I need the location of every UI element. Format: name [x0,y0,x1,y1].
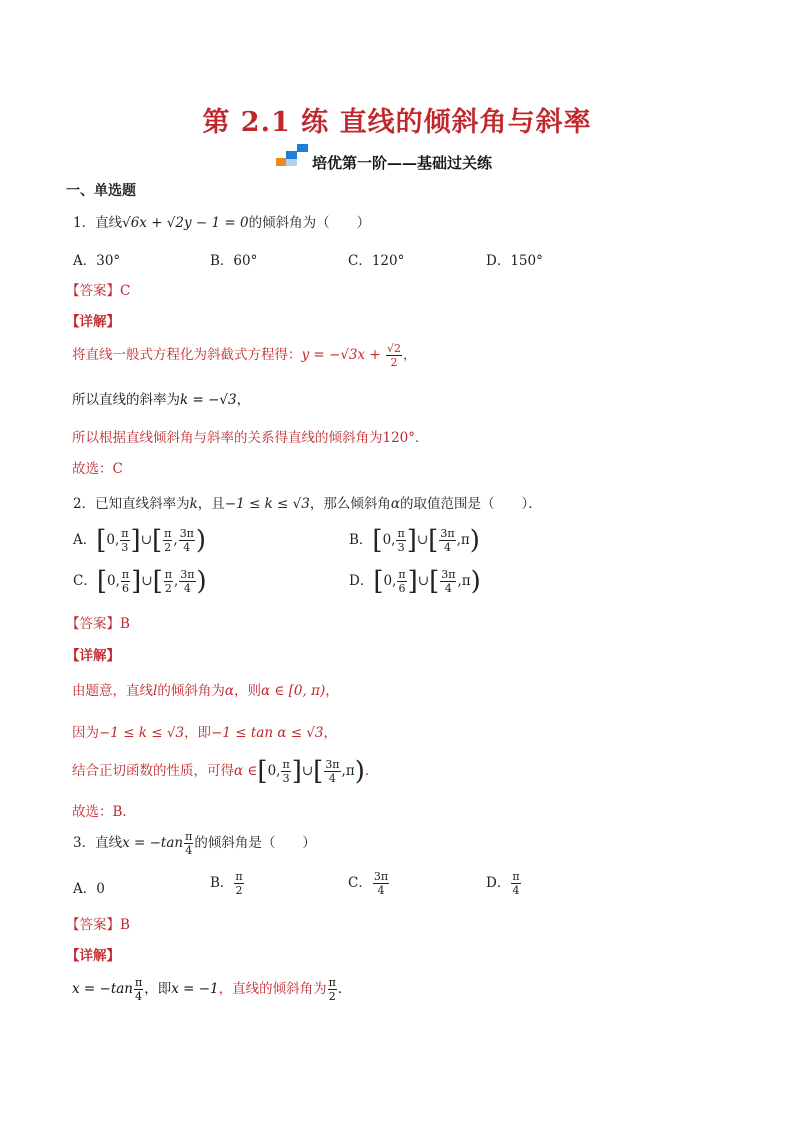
q1-detail-label: 【详解】 [66,314,120,330]
q1-option-d: D．150° [486,253,543,269]
q3-solution-line-1: x = −tan $\frac{\pi}{4}$ ，即x = −1，直线的倾斜角为 $\frac{\pi}{2}$ ． [72,976,352,1003]
q3-option-d: D． $\frac{\pi}{4}$ [486,870,520,897]
section-heading: 一、单选题 [66,183,136,199]
q1-option-a: A．30° [73,253,121,269]
q3-answer: 【答案】B [66,917,130,933]
q2-solution-line-1: 由题意，直线l的倾斜角为α，则α ∈ [0, π)， [72,683,339,699]
q3-option-c: C． $\frac{3\pi}{4}$ [348,870,389,897]
question-2-stem: 2．已知直线斜率为k，且−1 ≤ k ≤ √3，那么倾斜角α的取值范围是（ ）． [73,496,542,512]
page-title: 第 2.1 练 直线的倾斜角与斜率 [202,107,592,138]
q1-option-b: B．60° [210,253,258,269]
q2-option-a: A．[0, $\frac{\pi}{3}$ ]∪[ $\frac{\pi}{2}$ , $\frac{3\pi}{4}$ ) [73,525,207,556]
q2-answer: 【答案】B [66,616,130,632]
q1-solution-line-3: 所以根据直线倾斜角与斜率的关系得直线的倾斜角为120°． [72,430,429,446]
q3-option-a: A．0 [73,881,105,897]
question-3-stem: 3．直线x = −tan $\frac{\pi}{4}$ 的倾斜角是（ ） [73,830,316,857]
q1-option-c: C．120° [348,253,405,269]
q1-solution-line-1: 将直线一般式方程化为斜截式方程得：y = −√3x + $\frac{√2}{2}$ ， [72,342,417,369]
q3-detail-label: 【详解】 [66,948,120,964]
q3-option-b: B． $\frac{\pi}{2}$ [210,870,243,897]
q2-detail-label: 【详解】 [66,648,120,664]
q1-answer: 【答案】C [66,283,131,299]
q1-solution-line-2: 所以直线的斜率为k = −√3， [72,392,251,408]
subtitle: 培优第一阶——基础过关练 [312,154,493,172]
q2-conclusion: 故选：B． [72,804,136,820]
question-1-stem: 1．直线√6x + √2y − 1 = 0的倾斜角为（ ） [73,215,371,231]
stairs-logo-icon [274,142,310,168]
q2-solution-line-3: 结合正切函数的性质，可得α ∈[0, $\frac{\pi}{3}$ ]∪[ $\frac{3\pi}{4}$ ,π)． [72,756,379,787]
q2-solution-line-2: 因为−1 ≤ k ≤ √3，即−1 ≤ tan α ≤ √3， [72,725,338,741]
q2-option-c: C．[0, $\frac{\pi}{6}$ ]∪[ $\frac{\pi}{2}$ , $\frac{3\pi}{4}$ ) [73,566,207,597]
q2-option-d: D．[0, $\frac{\pi}{6}$ ]∪[ $\frac{3\pi}{4}$ ,π) [349,566,481,597]
q2-option-b: B．[0, $\frac{\pi}{3}$ ]∪[ $\frac{3\pi}{4}$ ,π) [349,525,480,556]
q1-conclusion: 故选：C [72,461,123,477]
